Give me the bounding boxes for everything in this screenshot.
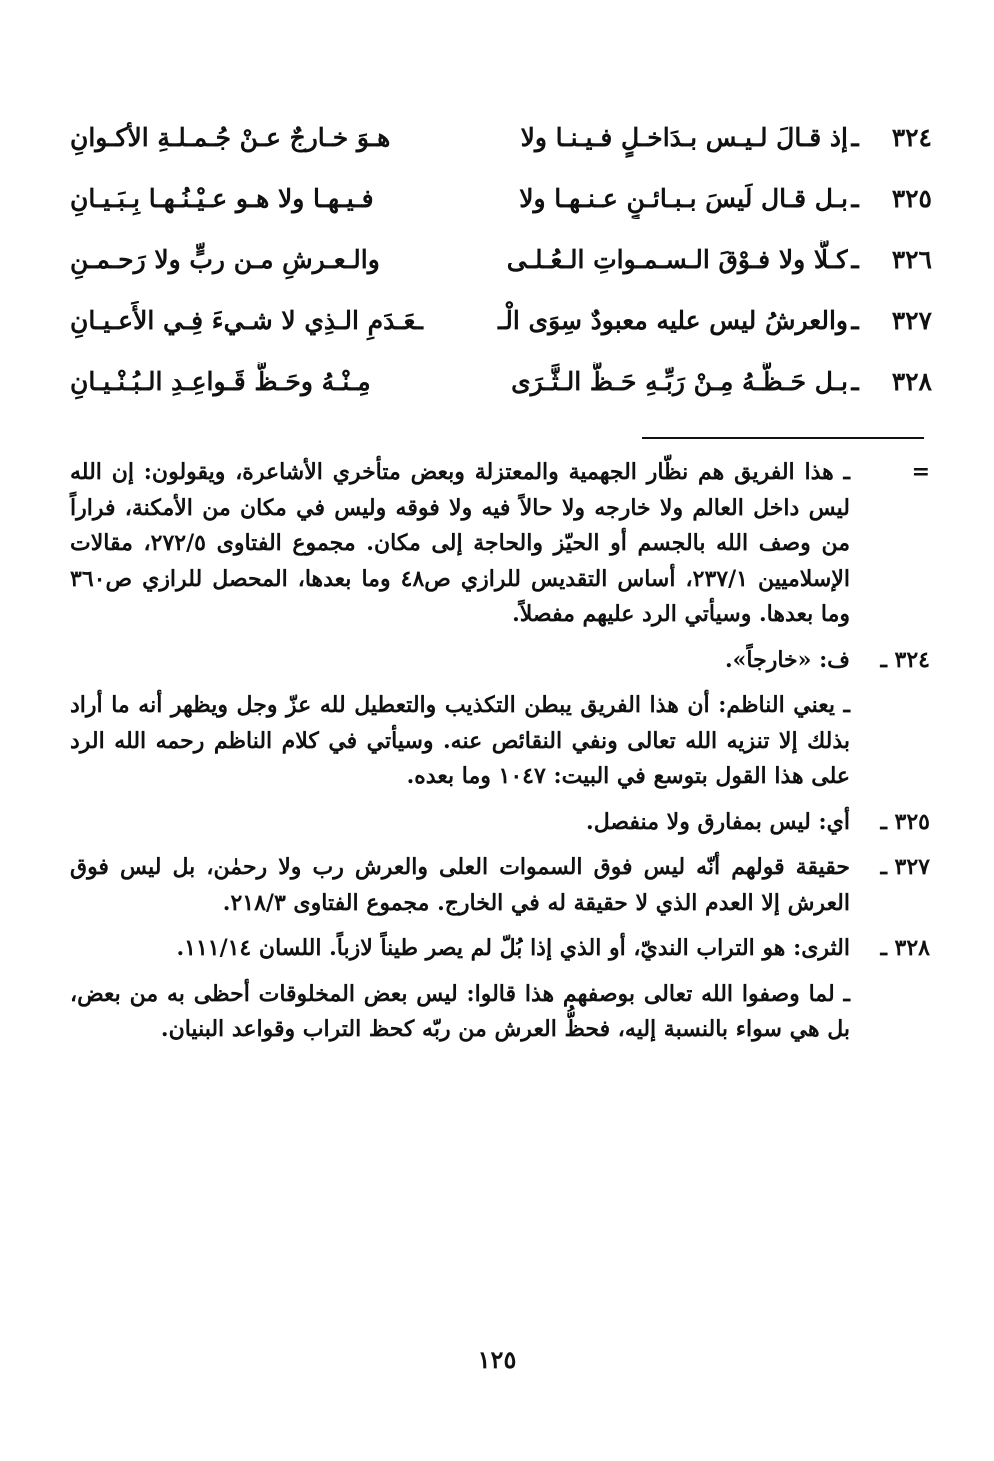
footnote-325 — [70, 805, 930, 841]
footnote-text: ـ هذا الفريق هم نظّار الجهمية والمعتزلة وبعض متأخري الأشاعرة، ويقولون: إن الله ليس داخل العالم ولا خارجه ولا حالاً فيه ولا فوقه وليس في مكان من الأمكنة، فراراً من وصف الله بالجسم أو الحيّز والحاجة إلى مكان. مجموع الفتاوى ٢٧٢/٥، مقالات الإسلاميين ٢٣٧/١، أساس التقديس للرازي ص٤٨ وما بعدها، المحصل للرازي ص٣٦٠ وما بعدها. وسيأتي الرد عليهم مفصلاً. — [70, 459, 851, 627]
footnote-327 — [70, 850, 930, 921]
verse-number: ٣٢٨ — [891, 367, 932, 396]
footnote-text: حقيقة قولهم أنّه ليس فوق السموات العلى والعرش رب ولا رحمٰن، بل ليس فوق العرش إلا العدم الذي لا حقيقة له في الخارج. مجموع الفتاوى ٢١٨/٣. — [70, 854, 850, 916]
verse-row — [70, 301, 932, 362]
verse-dash: ـ — [851, 306, 859, 335]
verse-second-hemistich: هـوَ خـارجٌ عـنْ جُـمـلـةِ الأكـوانِ — [70, 123, 391, 152]
footnote-marker: ٣٢٥ ـ — [880, 808, 930, 835]
verse-second-hemistich: مِـنْـهُ وحَـظُّ قَـواعِـدِ الـبُـنْـيـانِ — [70, 367, 371, 396]
footnote-separator — [642, 437, 924, 439]
verse-dash: ـ — [851, 123, 859, 152]
verse-row — [70, 179, 932, 240]
footnote-continued — [70, 455, 930, 633]
verse-row — [70, 118, 932, 179]
footnote-324-commentary: ـ يعني الناظم: أن هذا الفريق يبطن التكذيب والتعطيل لله عزّ وجل ويظهر أنه ما أراد بذلك إلا تنزيه الله تعالى ونفي النقائص عنه. وسيأتي في كلام الناظم رحمه الله الرد على هذا القول بتوسع في البيت: ١٠٤٧ وما بعده. — [70, 692, 850, 789]
verse-row — [70, 362, 932, 423]
verse-second-hemistich: فـيـهـا ولا هـو عـيْـنُـهـا بِـبَـيـانِ — [70, 184, 374, 213]
verse-number: ٣٢٤ — [891, 123, 932, 152]
verse-dash: ـ — [851, 184, 859, 213]
footnote-text: أي: ليس بمفارق ولا منفصل. — [586, 808, 850, 835]
footnote-marker: ٣٢٤ ـ — [880, 646, 930, 673]
footnote-324 — [70, 643, 930, 679]
verse-first-hemistich: بـل قـال لَيسَ بـبـائـنٍ عـنـهـا ولا — [519, 184, 848, 213]
verse-first-hemistich: بـل حَـظُّـهُ مِـنْ رَبِّـهِ حَـظُّ الـثَّـرَى — [511, 367, 848, 396]
footnote-text — [70, 931, 850, 967]
poem-verses — [70, 118, 932, 423]
footnote-definition: : هو التراب النديّ، أو الذي إذا بُلّ لم يصر طيناً لازباً. اللسان ١١١/١٤. — [176, 935, 802, 961]
footnote-text: ف: «خارجاً». — [725, 646, 850, 673]
verse-first-hemistich: والعرشُ ليس عليه معبودٌ سِوَى الْـ — [497, 306, 848, 335]
footnotes — [70, 455, 930, 1058]
verse-dash: ـ — [851, 367, 859, 396]
footnote-marker: ٣٢٨ ـ — [880, 935, 930, 961]
verse-second-hemistich: والـعـرشِ مـن ربٍّ ولا رَحـمـنِ — [70, 245, 380, 274]
verse-second-hemistich: ـعَـدَمِ الـذِي لا شـيءَ فِـي الأَعـيـانِ — [70, 306, 423, 335]
verse-dash: ـ — [851, 245, 859, 274]
verse-first-hemistich: كـلَّا ولا فـوْقَ الـسـمـواتِ الـعُـلـى — [506, 245, 848, 274]
footnote-term: الثرى — [801, 935, 850, 961]
verse-number: ٣٢٦ — [891, 245, 932, 274]
footnote-marker: = — [911, 459, 930, 485]
verse-first-hemistich: إذ قـالَ لـيـس بـدَاخـلٍ فـيـنـا ولا — [520, 123, 848, 152]
verse-number: ٣٢٧ — [891, 306, 932, 335]
footnote-marker: ٣٢٧ ـ — [880, 854, 930, 880]
footnote-328-commentary: ـ لما وصفوا الله تعالى بوصفهم هذا قالوا: ليس بعض المخلوقات أحظى به من بعض، بل هي سواء بالنسبة إليه، فحظُّ العرش من ربّه كحظ التراب وقواعد البنيان. — [70, 980, 850, 1042]
verse-row — [70, 240, 932, 301]
page-number: ١٢٥ — [477, 1345, 517, 1374]
verse-number: ٣٢٥ — [891, 184, 932, 213]
footnote-328 — [70, 931, 930, 967]
